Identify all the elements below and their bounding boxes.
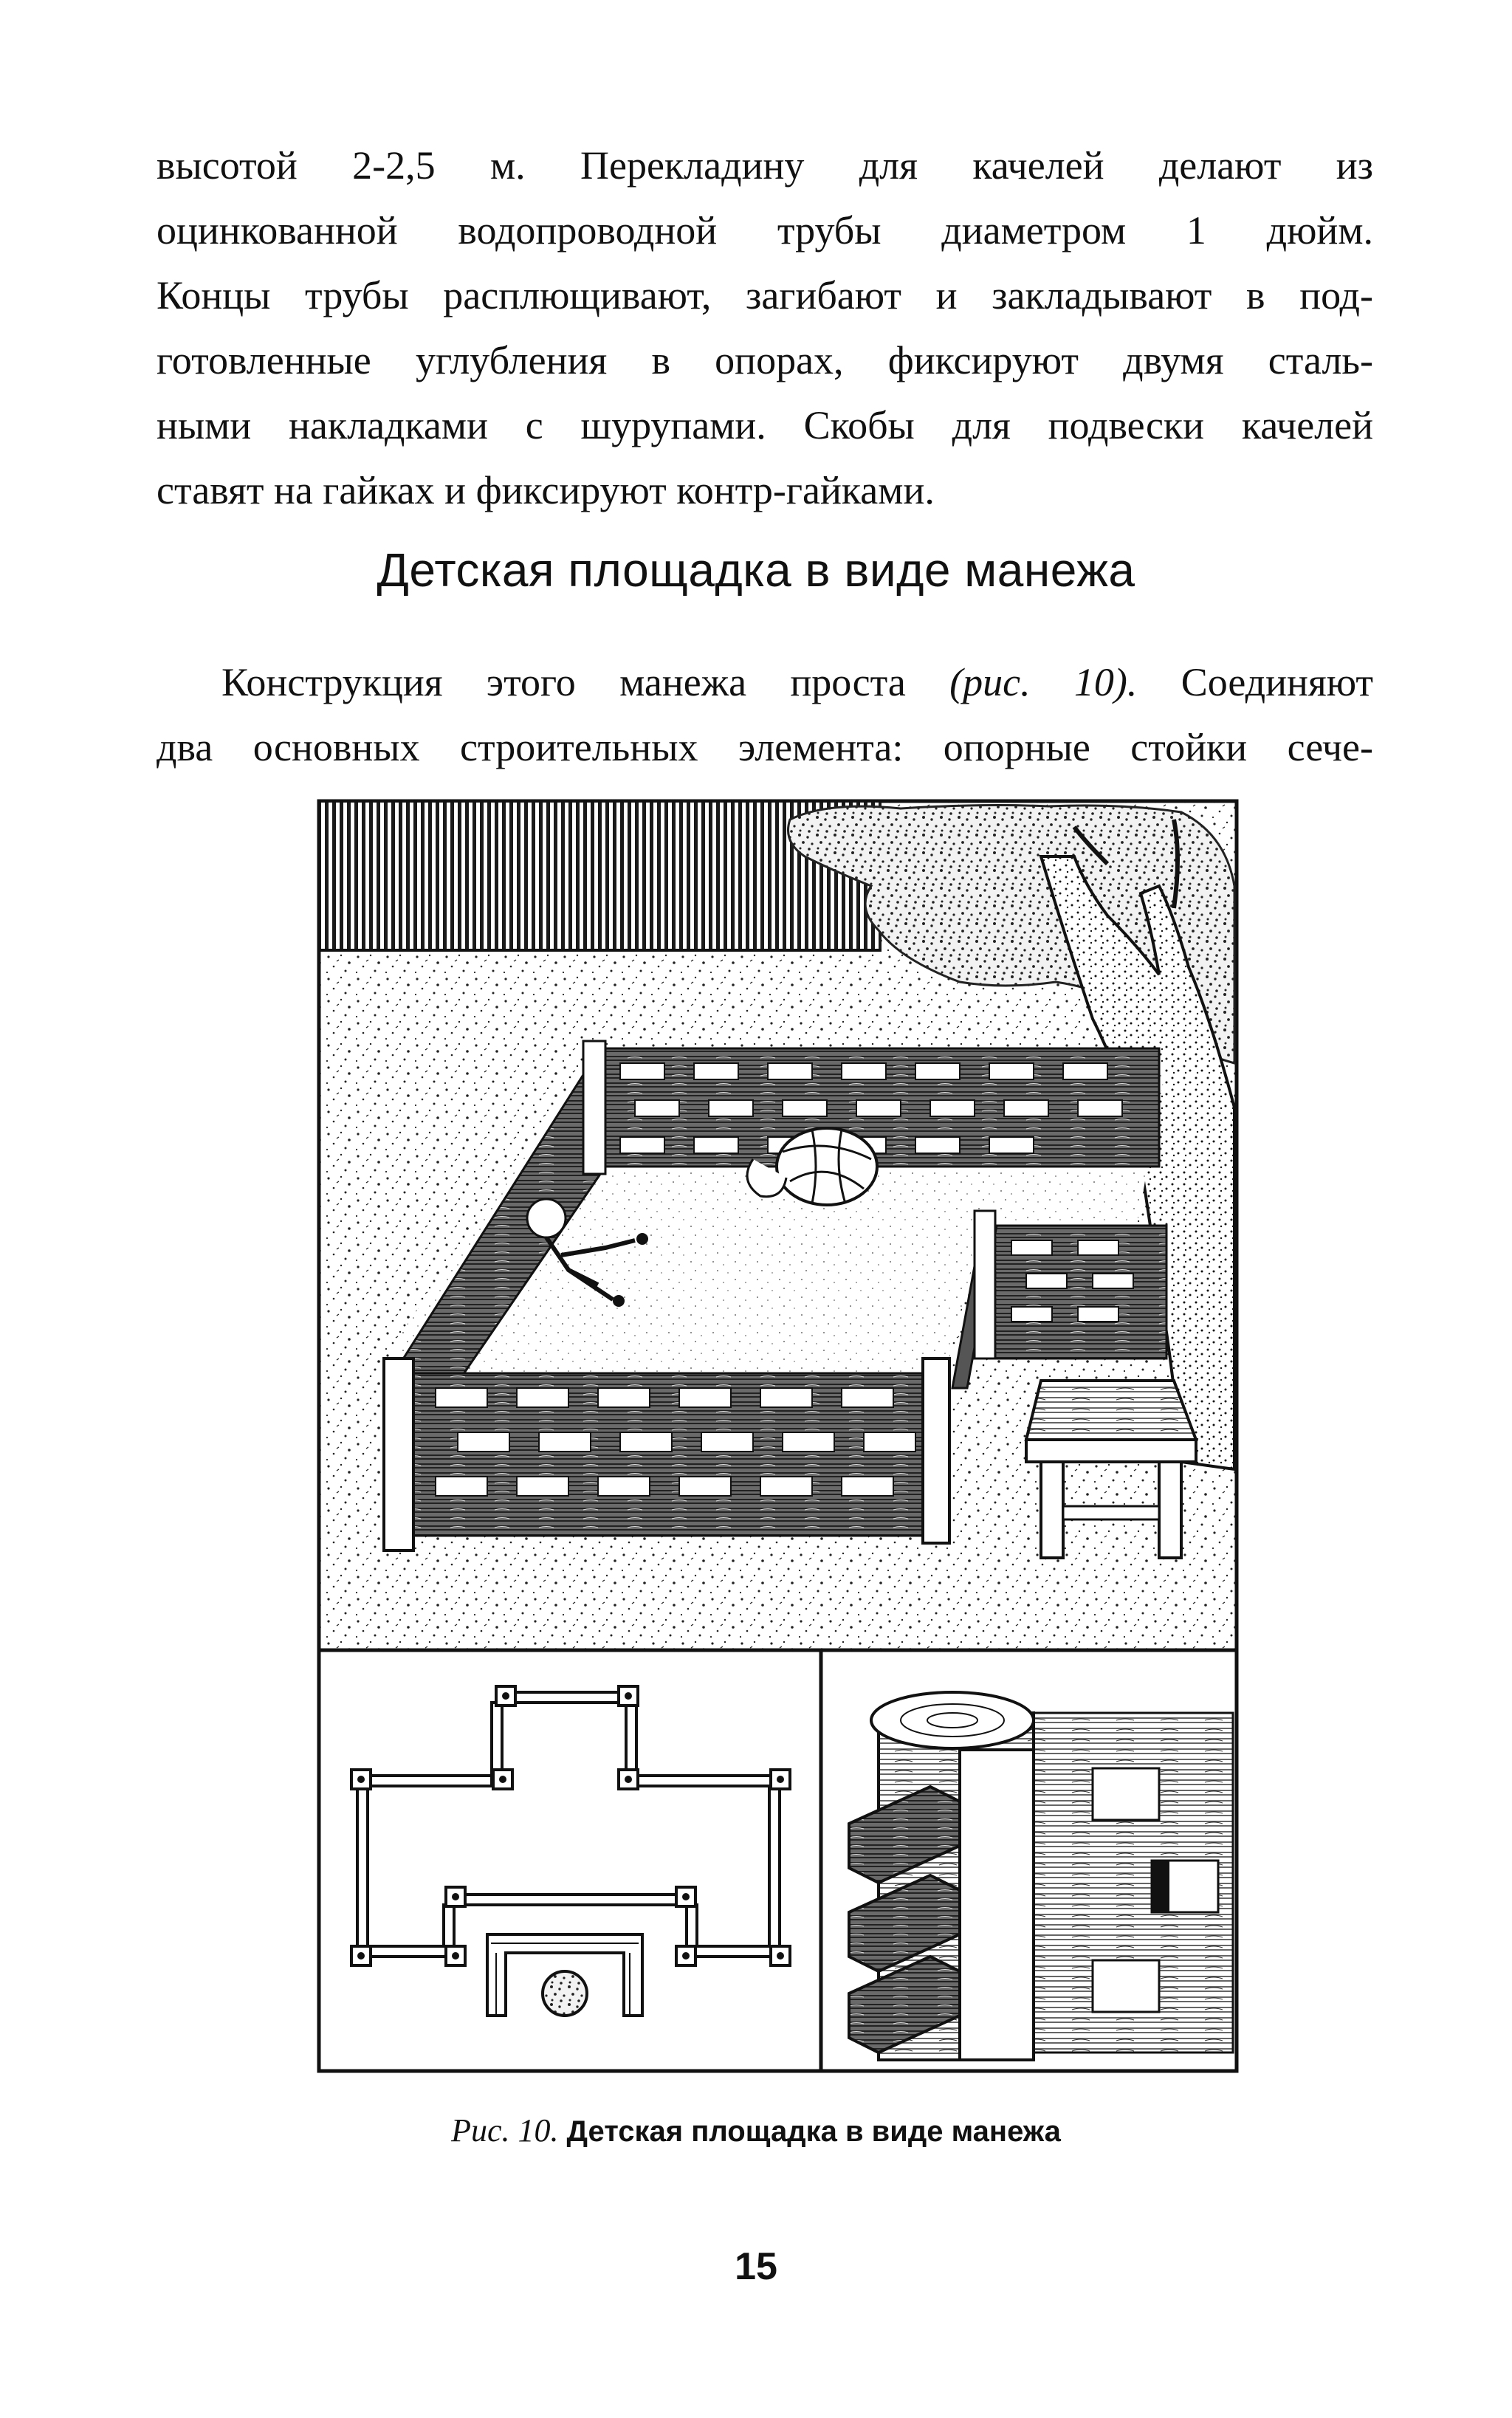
detail-planks <box>849 1787 960 2053</box>
paragraph-line: ставят на гайках и фиксируют контр-гайками. <box>157 468 935 512</box>
playpen-perspective-illustration <box>319 801 1237 1650</box>
paragraph-line: высотой 2-2,5 м. Перекладину для качелей делают из <box>157 143 1373 188</box>
paragraph-text: Соединяют <box>1137 660 1374 704</box>
corner-post <box>384 1359 413 1550</box>
corner-post <box>923 1359 949 1543</box>
section-heading: Детская площадка в виде манежа <box>377 543 1135 597</box>
figure-caption <box>0 2112 1512 2149</box>
corner-post <box>975 1211 995 1359</box>
paragraph-line: готовленные углубления в опорах, фиксируют двумя сталь- <box>157 338 1373 382</box>
post-joint-detail-illustration <box>821 1650 1237 2071</box>
caption-number: Рис. 10. <box>451 2112 559 2149</box>
playpen-plan-diagram <box>319 1650 821 2071</box>
playpen-right-wall <box>982 1226 1166 1359</box>
paragraph-line: ными накладками с шурупами. Скобы для подвески качелей <box>157 403 1373 447</box>
paragraph-line: два основных строительных элемента: опорные стойки сече- <box>157 725 1373 769</box>
figure-reference[interactable]: (рис. 10). <box>949 660 1138 704</box>
paragraph-text: Конструкция этого манежа проста <box>221 660 950 704</box>
caption-title: Детская площадка в виде манежа <box>566 2115 1061 2148</box>
paragraph-line: оцинкованной водопроводной трубы диаметром 1 дюйм. <box>157 208 1373 253</box>
paragraph-line: Концы трубы расплющивают, загибают и закладывают в под- <box>157 273 1373 317</box>
plan-ball <box>543 1971 587 2016</box>
page-number: 15 <box>735 2245 777 2288</box>
corner-post <box>583 1041 605 1174</box>
